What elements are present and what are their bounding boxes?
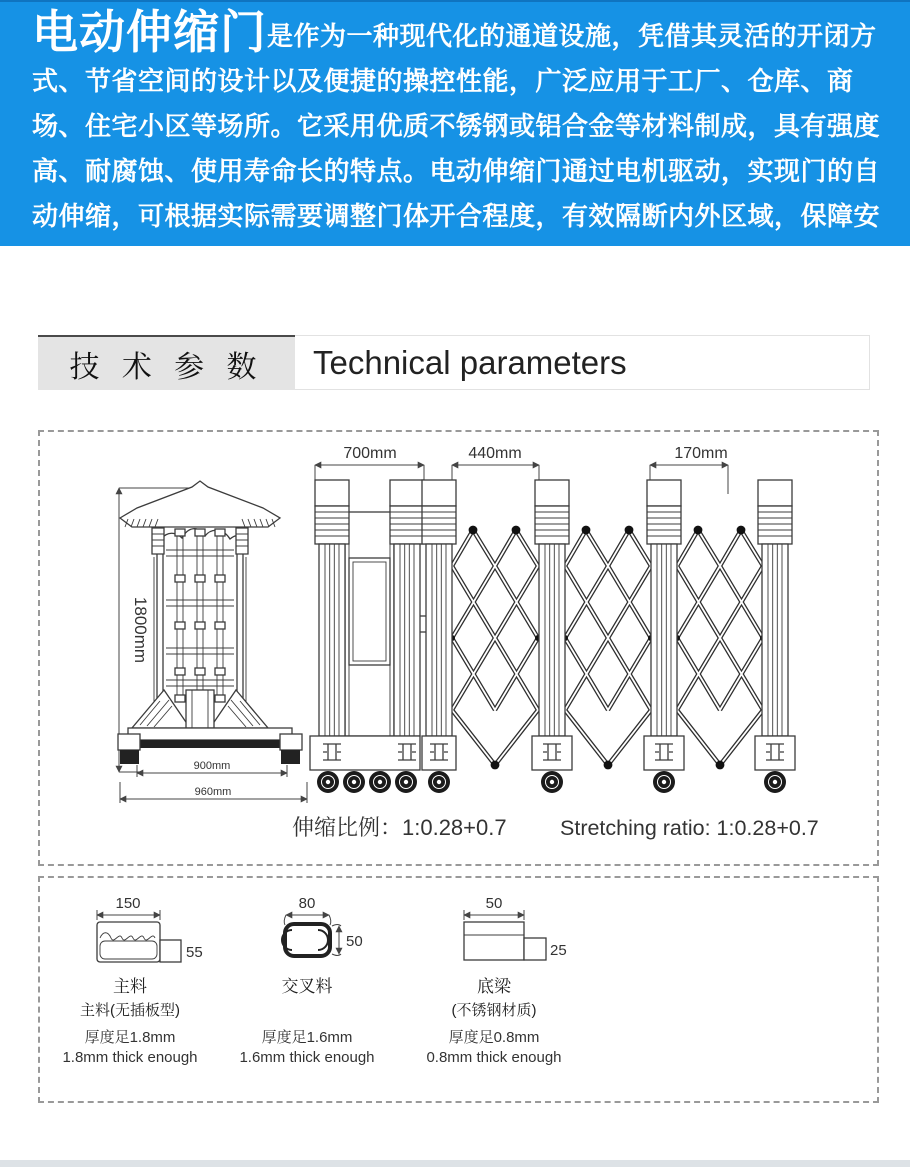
profile-cross-labels bbox=[217, 975, 397, 1068]
gate-front-view bbox=[118, 481, 307, 803]
hero-brand-title: 电动伸缩门 bbox=[32, 6, 267, 58]
profile-thickness-cn: 厚度足1.6mm bbox=[261, 1029, 353, 1046]
dim-retracted-pitch-label: 170mm bbox=[674, 445, 728, 462]
profile-beam-height-dim: 25 bbox=[550, 942, 567, 959]
dim-machine-width-label: 700mm bbox=[343, 445, 397, 462]
profile-thickness-en: 1.8mm thick enough bbox=[62, 1049, 198, 1066]
profile-cross-width-dim: 80 bbox=[298, 895, 316, 912]
profile-subname: (不锈钢材质) bbox=[451, 1002, 537, 1019]
profile-name: 底梁 bbox=[477, 977, 511, 996]
profile-name: 主料 bbox=[113, 977, 147, 996]
gate-side-view bbox=[310, 445, 795, 793]
dim-base-inner-label: 900mm bbox=[193, 760, 231, 772]
profile-main-labels bbox=[40, 975, 220, 1068]
hero-paragraph bbox=[32, 6, 881, 284]
profile-thickness-cn: 厚度足0.8mm bbox=[448, 1029, 540, 1046]
hero-banner bbox=[0, 0, 910, 276]
profile-cross-shape bbox=[282, 895, 363, 956]
profile-subname bbox=[217, 999, 397, 1023]
profile-cross-height-dim: 50 bbox=[346, 933, 363, 950]
profile-thickness-cn: 厚度足1.8mm bbox=[84, 1029, 176, 1046]
profile-beam-width-dim: 50 bbox=[485, 895, 503, 912]
hero-description: 是作为一种现代化的通道设施，凭借其灵活的开闭方式、节省空间的设计以及便捷的操控性能，广泛应用于工厂、仓库、商场、住宅小区等场所。它采用优质不锈钢或铝合金等材料制成，具有强度高、耐腐蚀、使用寿命长的特点。电动伸缩门通过电机驱动，实现门的自动伸缩，可根据实际需要调整门体开合程度，有效隔断内外区域，保障安全。 bbox=[32, 21, 881, 276]
profile-name: 交叉料 bbox=[281, 977, 333, 996]
technical-drawing-panel bbox=[38, 430, 879, 866]
profile-beam-labels bbox=[404, 975, 584, 1068]
gate-technical-drawing bbox=[40, 432, 877, 864]
dim-lattice-pitch-label: 440mm bbox=[468, 445, 522, 462]
stretching-ratio-en: Stretching ratio: 1:0.28+0.7 bbox=[560, 816, 819, 840]
stretching-ratio-cn: 伸缩比例：1:0.28+0.7 bbox=[292, 815, 507, 840]
dim-height-label: 1800mm bbox=[131, 596, 150, 664]
profile-subname: 主料(无插板型) bbox=[80, 1002, 180, 1019]
next-section-edge bbox=[0, 1160, 910, 1167]
section-header bbox=[38, 335, 870, 390]
profile-main-shape bbox=[97, 895, 203, 962]
profile-main-height-dim: 55 bbox=[186, 944, 203, 961]
section-title-cn: 技 术 参 数 bbox=[38, 335, 295, 390]
profile-thickness-en: 0.8mm thick enough bbox=[426, 1049, 562, 1066]
profile-sections-panel bbox=[38, 876, 879, 1103]
dim-base-outer-label: 960mm bbox=[194, 786, 232, 798]
profile-main-width-dim: 150 bbox=[115, 895, 141, 912]
section-title-en: Technical parameters bbox=[295, 335, 870, 390]
profile-beam-shape bbox=[464, 895, 567, 960]
profile-thickness-en: 1.6mm thick enough bbox=[239, 1049, 375, 1066]
